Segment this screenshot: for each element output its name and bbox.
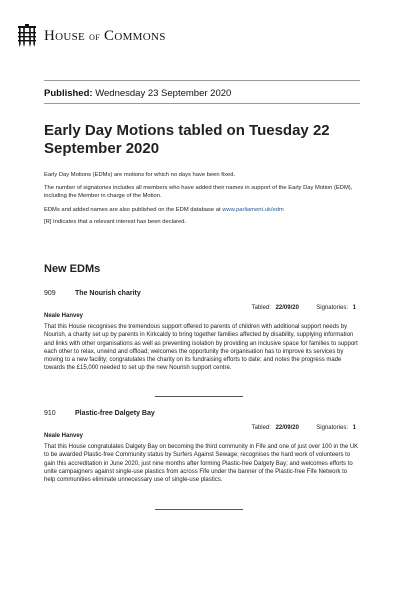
edm-motion-text: That this House recognises the tremendous support offered to parents of children with additional support needs by Nourish, a charity set up by parents in Kirkcaldy to bring together families affected by disability, supplying information and links with other organisations as well as preventing isolation by providing an inclusive space for families to support each other to relax, unwind and offload; welcomes the opportunity the organisation has to improve its services by moving to a new facility; congratulates the charity on its fundraising efforts to date; and notes the progress made towards the £15,000 needed to set up the new Nourish support centre. bbox=[44, 324, 358, 372]
house-name-2: Commons bbox=[104, 27, 166, 44]
edm-member: Neale Hanvey bbox=[44, 313, 84, 319]
intro-database-text: EDMs and added names are also published on the EDM database at bbox=[44, 207, 221, 213]
house-of: of bbox=[89, 30, 100, 43]
signatories-count: 1 bbox=[352, 425, 356, 431]
header-divider-bottom bbox=[44, 103, 360, 104]
intro-paragraph: Early Day Motions (EDMs) are motions for which no days have been fixed. bbox=[44, 172, 236, 178]
intro-signatories-note: The number of signatories includes all members who have added their names in support of the Early Day Motion (EDM), including the Member in charge of the Motion. bbox=[44, 185, 353, 199]
tabled-date: 22/09/20 bbox=[275, 305, 299, 311]
signatories-count: 1 bbox=[352, 305, 356, 311]
intro-interest-note: [R] Indicates that a relevant interest has been declared. bbox=[44, 219, 187, 225]
tabled-label: Tabled: bbox=[251, 425, 271, 431]
edm-meta bbox=[252, 305, 356, 311]
signatories-label: Signatories: bbox=[316, 425, 348, 431]
portcullis-icon bbox=[16, 24, 38, 48]
house-of-commons-wordmark bbox=[44, 28, 166, 45]
edm-title: Plastic-free Dalgety Bay bbox=[75, 410, 155, 417]
header-divider-top bbox=[44, 80, 360, 81]
published-line bbox=[44, 88, 231, 99]
edm-divider bbox=[155, 396, 243, 397]
published-date: Wednesday 23 September 2020 bbox=[95, 88, 232, 99]
edm-meta bbox=[252, 425, 356, 431]
edm-motion-text: That this House congratulates Dalgety Bay on becoming the third community in Fife and one of just over 100 in the UK to be awarded Plastic-free Community status by Surfers Against Sewage; recognises the hard work of volunteers to gain this accreditation in June 2020, just nine months after forming Plastic-free Dalgety Bay; and welcomes efforts to unite campaigners against single-use plastics from across Fife under the banner of the Plastic-free Fife Network to help communities eliminate unnecessary use of single-use plastics. bbox=[44, 444, 359, 484]
edm-number: 910 bbox=[44, 410, 56, 417]
signatories-label: Signatories: bbox=[316, 305, 348, 311]
edm-divider bbox=[155, 509, 243, 510]
edm-database-link[interactable]: www.parliament.uk/edm bbox=[222, 207, 284, 213]
edm-title: The Nourish charity bbox=[75, 290, 141, 297]
intro-database-note bbox=[44, 206, 364, 214]
house-name-1: House bbox=[44, 27, 86, 44]
tabled-date: 22/09/20 bbox=[275, 425, 299, 431]
page-title: Early Day Motions tabled on Tuesday 22 September 2020 bbox=[44, 122, 330, 157]
house-of-commons-logo bbox=[16, 24, 166, 48]
edm-number: 909 bbox=[44, 290, 56, 297]
section-heading: New EDMs bbox=[44, 263, 101, 275]
published-label: Published: bbox=[44, 88, 93, 99]
tabled-label: Tabled: bbox=[251, 305, 271, 311]
edm-member: Neale Hanvey bbox=[44, 433, 84, 439]
